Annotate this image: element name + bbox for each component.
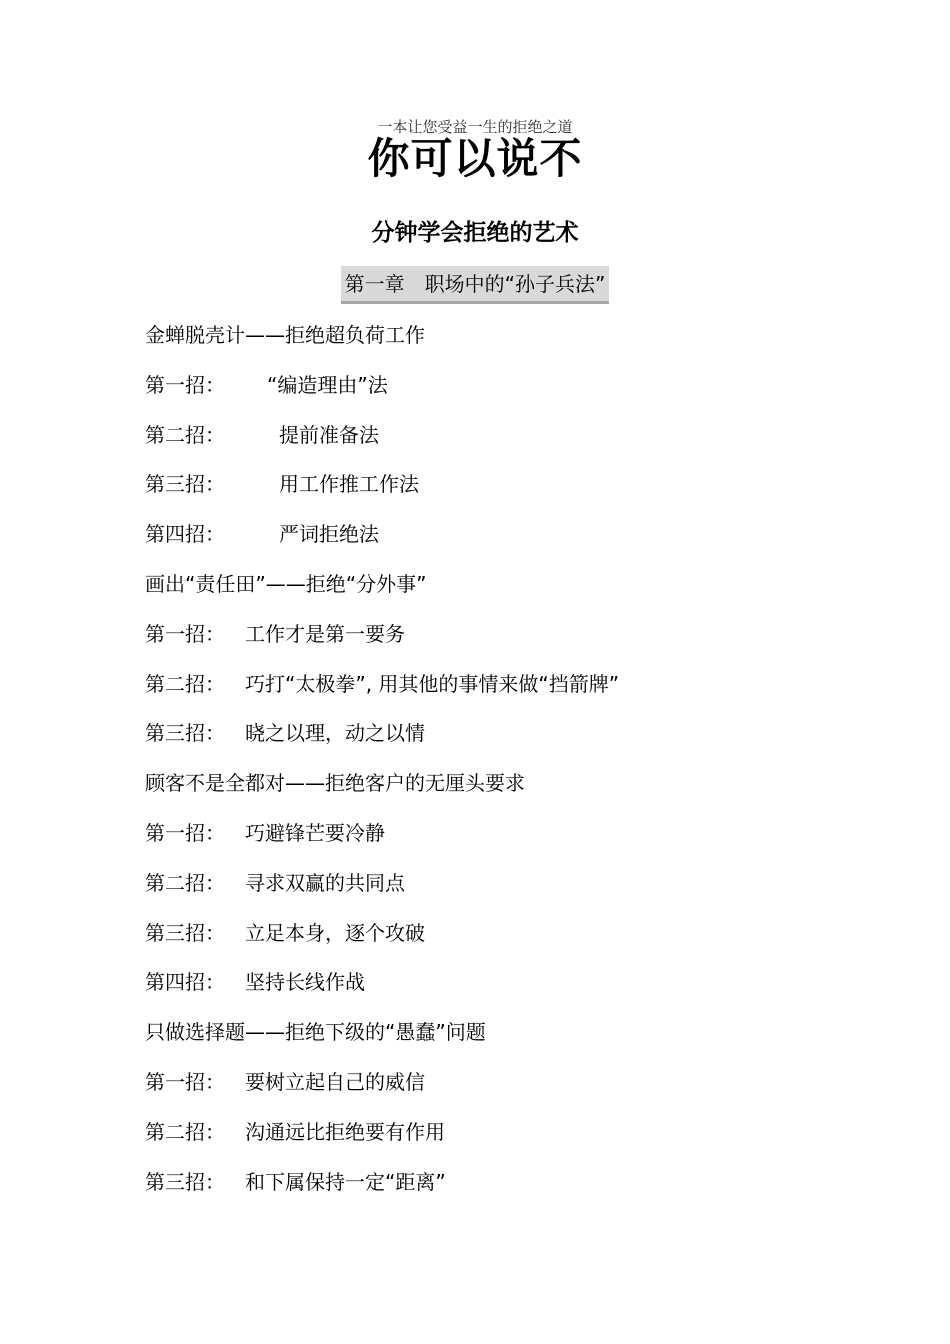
list-item xyxy=(145,617,905,667)
move-text: 用工作推工作法 xyxy=(279,472,419,497)
move-label: 第一招： xyxy=(145,820,225,845)
move-text: 沟通远比拒绝要有作用 xyxy=(245,1119,445,1144)
list-item xyxy=(145,418,905,468)
table-of-contents xyxy=(145,318,905,1214)
book-title: 你可以说不 xyxy=(367,134,583,183)
section-heading: 只做选择题——拒绝下级的“愚蠢”问题 xyxy=(145,1020,486,1045)
move-label: 第三招： xyxy=(145,920,225,945)
move-text: 晓之以理，动之以情 xyxy=(245,721,425,746)
list-item xyxy=(145,1065,905,1115)
list-item xyxy=(145,916,905,966)
move-text: 和下属保持一定“距离” xyxy=(245,1169,446,1194)
list-item xyxy=(145,1115,905,1165)
move-text: “编造理由”法 xyxy=(267,372,388,397)
move-label: 第三招： xyxy=(145,721,225,746)
move-label: 第二招： xyxy=(145,422,225,447)
move-label: 第一招： xyxy=(145,621,225,646)
move-text: 坚持长线作战 xyxy=(245,970,365,995)
section-heading: 画出“责任田”——拒绝“分外事” xyxy=(145,571,427,596)
list-item xyxy=(145,667,905,717)
list-item xyxy=(145,816,905,866)
move-label: 第四招： xyxy=(145,970,225,995)
tagline: 一本让您受益一生的拒绝之道 xyxy=(377,118,573,136)
move-label: 第二招： xyxy=(145,1119,225,1144)
move-text: 立足本身，逐个攻破 xyxy=(245,920,425,945)
move-text: 巧打“太极拳”, 用其他的事情来做“挡箭牌” xyxy=(245,671,620,696)
move-label: 第一招： xyxy=(145,1069,225,1094)
move-label: 第一招： xyxy=(145,372,225,397)
chapter-heading-wrap xyxy=(0,266,950,304)
list-item xyxy=(145,467,905,517)
list-item xyxy=(145,368,905,418)
move-text: 要树立起自己的威信 xyxy=(245,1069,425,1094)
move-label: 第三招： xyxy=(145,1169,225,1194)
section-heading: 顾客不是全都对——拒绝客户的无厘头要求 xyxy=(145,771,525,796)
move-label: 第二招： xyxy=(145,671,225,696)
list-item xyxy=(145,965,905,1015)
move-label: 第三招： xyxy=(145,472,225,497)
move-text: 工作才是第一要务 xyxy=(245,621,405,646)
section-heading: 金蝉脱壳计——拒绝超负荷工作 xyxy=(145,323,425,347)
move-text: 严词拒绝法 xyxy=(279,522,379,547)
chapter-heading: 第一章 职场中的“孙子兵法” xyxy=(341,266,610,304)
move-text: 巧避锋芒要冷静 xyxy=(245,820,385,845)
list-item xyxy=(145,866,905,916)
move-label: 第二招： xyxy=(145,870,225,895)
move-text: 提前准备法 xyxy=(279,422,379,447)
move-text: 寻求双赢的共同点 xyxy=(245,870,405,895)
list-item xyxy=(145,1165,905,1215)
list-item xyxy=(145,716,905,766)
list-item xyxy=(145,517,905,567)
move-label: 第四招： xyxy=(145,522,225,547)
book-subtitle: 分钟学会拒绝的艺术 xyxy=(371,220,579,246)
